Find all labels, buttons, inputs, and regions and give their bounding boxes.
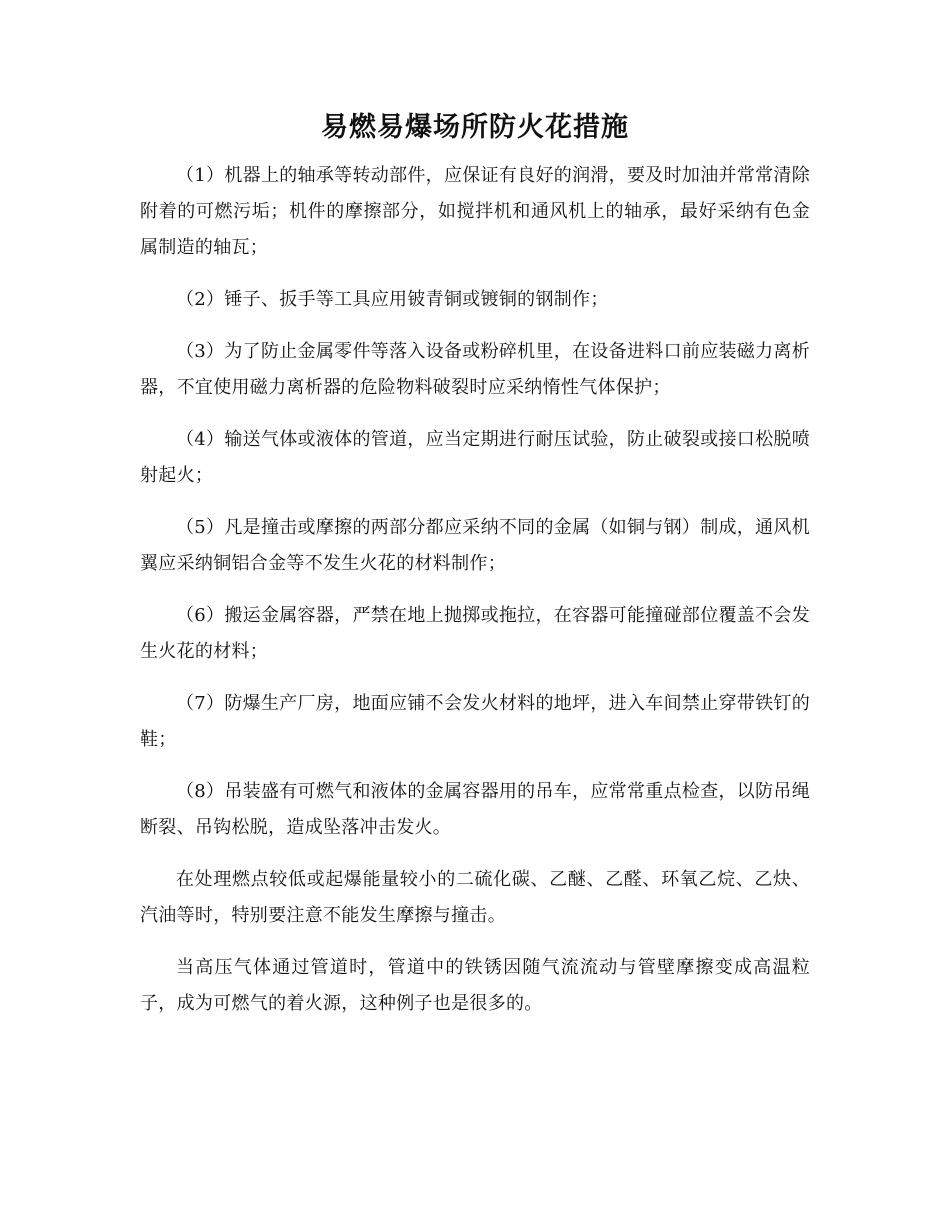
document-title: 易燃易爆场所防火花措施 <box>321 112 629 143</box>
paragraph-8: （8）吊装盛有可燃气和液体的金属容器用的吊车，应常常重点检查，以防吊绳断裂、吊钩松脱，造成坠落冲击发火。 <box>140 781 810 838</box>
paragraph-10: 当高压气体通过管道时，管道中的铁锈因随气流流动与管壁摩擦变成高温粒子，成为可燃气的着火源，这种例子也是很多的。 <box>140 957 810 1014</box>
paragraph-3: （3）为了防止金属零件等落入设备或粉碎机里，在设备进料口前应装磁力离析器，不宜使用磁力离析器的危险物料破裂时应采纳惰性气体保护； <box>140 341 810 398</box>
paragraph-6: （6）搬运金属容器，严禁在地上抛掷或拖拉，在容器可能撞碰部位覆盖不会发生火花的材料； <box>140 605 810 662</box>
paragraph-9: 在处理燃点较低或起爆能量较小的二硫化碳、乙醚、乙醛、环氧乙烷、乙炔、汽油等时，特别要注意不能发生摩擦与撞击。 <box>140 869 810 926</box>
paragraph-1: （1）机器上的轴承等转动部件，应保证有良好的润滑，要及时加油并常常清除附着的可燃污垢；机件的摩擦部分，如搅拌机和通风机上的轴承，最好采纳有色金属制造的轴瓦； <box>140 165 810 258</box>
document-page <box>140 108 810 1038</box>
paragraph-7: （7）防爆生产厂房，地面应铺不会发火材料的地坪，进入车间禁止穿带铁钉的鞋； <box>140 693 810 750</box>
paragraph-2: （2）锤子、扳手等工具应用铍青铜或镀铜的钢制作； <box>176 289 609 310</box>
paragraph-4: （4）输送气体或液体的管道，应当定期进行耐压试验，防止破裂或接口松脱喷射起火； <box>140 429 810 486</box>
paragraph-5: （5）凡是撞击或摩擦的两部分都应采纳不同的金属（如铜与钢）制成，通风机翼应采纳铜铝合金等不发生火花的材料制作； <box>140 517 810 574</box>
